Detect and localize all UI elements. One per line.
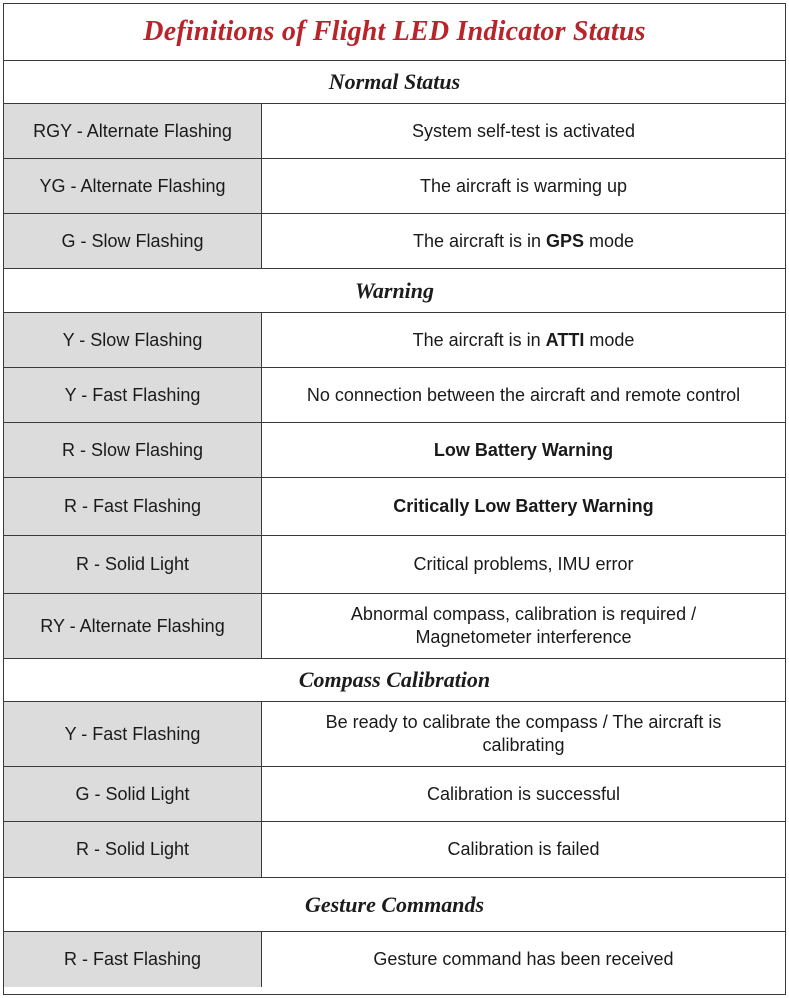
section-header bbox=[4, 659, 785, 702]
indicator-cell: RGY - Alternate Flashing bbox=[4, 104, 262, 158]
emphasis-text: GPS bbox=[546, 230, 585, 251]
indicator-cell: R - Fast Flashing bbox=[4, 478, 262, 535]
description-text bbox=[373, 948, 673, 971]
emphasis-text: Critically Low Battery Warning bbox=[393, 496, 654, 516]
description-cell bbox=[262, 822, 785, 877]
indicator-cell: R - Solid Light bbox=[4, 536, 262, 593]
led-status-table bbox=[3, 3, 786, 995]
description-fragment: No connection between the aircraft and remote control bbox=[306, 384, 741, 405]
indicator-cell: G - Slow Flashing bbox=[4, 214, 262, 268]
table-body bbox=[4, 61, 785, 987]
description-fragment: mode bbox=[584, 230, 635, 251]
indicator-cell: R - Slow Flashing bbox=[4, 423, 262, 477]
description-cell bbox=[262, 159, 785, 213]
description-cell bbox=[262, 214, 785, 268]
description-text bbox=[299, 711, 749, 757]
table-title-row bbox=[4, 4, 785, 61]
description-fragment: Calibration is successful bbox=[426, 783, 621, 804]
description-cell bbox=[262, 536, 785, 593]
description-fragment: The aircraft is warming up bbox=[419, 175, 628, 196]
description-cell bbox=[262, 702, 785, 766]
emphasis-text: Low Battery Warning bbox=[433, 439, 614, 460]
description-text bbox=[420, 175, 627, 198]
table-row bbox=[4, 536, 785, 594]
table-row bbox=[4, 423, 785, 478]
description-text bbox=[307, 384, 740, 407]
section-header bbox=[4, 878, 785, 932]
description-cell bbox=[262, 368, 785, 422]
description-text bbox=[412, 120, 635, 143]
description-text bbox=[434, 439, 613, 462]
description-text bbox=[413, 329, 635, 352]
indicator-cell: Y - Fast Flashing bbox=[4, 368, 262, 422]
description-cell bbox=[262, 423, 785, 477]
table-row bbox=[4, 214, 785, 269]
table-row bbox=[4, 478, 785, 536]
table-row bbox=[4, 368, 785, 423]
description-cell bbox=[262, 767, 785, 821]
description-cell bbox=[262, 932, 785, 987]
indicator-cell: Y - Slow Flashing bbox=[4, 313, 262, 367]
description-fragment: mode bbox=[584, 329, 635, 350]
description-text bbox=[413, 230, 634, 253]
table-row bbox=[4, 822, 785, 878]
table-row bbox=[4, 702, 785, 767]
description-fragment: Calibration is failed bbox=[447, 839, 600, 859]
description-text bbox=[427, 783, 620, 806]
description-cell bbox=[262, 478, 785, 535]
indicator-cell: Y - Fast Flashing bbox=[4, 702, 262, 766]
section-header bbox=[4, 269, 785, 313]
description-text bbox=[413, 553, 633, 576]
table-title: Definitions of Flight LED Indicator Status bbox=[143, 16, 646, 47]
description-cell bbox=[262, 313, 785, 367]
section-header bbox=[4, 61, 785, 104]
description-fragment: System self-test is activated bbox=[411, 120, 636, 141]
description-text bbox=[393, 495, 653, 518]
section-title: Normal Status bbox=[328, 69, 461, 94]
indicator-cell: RY - Alternate Flashing bbox=[4, 594, 262, 658]
section-title: Compass Calibration bbox=[298, 667, 491, 692]
indicator-cell: YG - Alternate Flashing bbox=[4, 159, 262, 213]
section-title: Gesture Commands bbox=[304, 891, 485, 917]
table-row bbox=[4, 932, 785, 987]
description-cell bbox=[262, 104, 785, 158]
description-fragment: Gesture command has been received bbox=[373, 949, 674, 969]
description-cell bbox=[262, 594, 785, 658]
indicator-cell: R - Solid Light bbox=[4, 822, 262, 877]
description-fragment: Critical problems, IMU error bbox=[413, 554, 634, 574]
table-row bbox=[4, 767, 785, 822]
description-fragment: The aircraft is in bbox=[412, 329, 546, 350]
description-fragment: Abnormal compass, calibration is required / Magnetometer interference bbox=[350, 604, 697, 647]
description-fragment: The aircraft is in bbox=[412, 230, 546, 251]
description-text bbox=[447, 838, 599, 861]
table-row bbox=[4, 594, 785, 659]
section-title: Warning bbox=[354, 277, 435, 303]
indicator-cell: G - Solid Light bbox=[4, 767, 262, 821]
table-row bbox=[4, 159, 785, 214]
description-fragment: Be ready to calibrate the compass / The aircraft is calibrating bbox=[325, 712, 722, 755]
indicator-cell: R - Fast Flashing bbox=[4, 932, 262, 987]
description-text bbox=[324, 603, 724, 649]
table-row bbox=[4, 104, 785, 159]
table-row bbox=[4, 313, 785, 368]
emphasis-text: ATTI bbox=[545, 329, 585, 350]
